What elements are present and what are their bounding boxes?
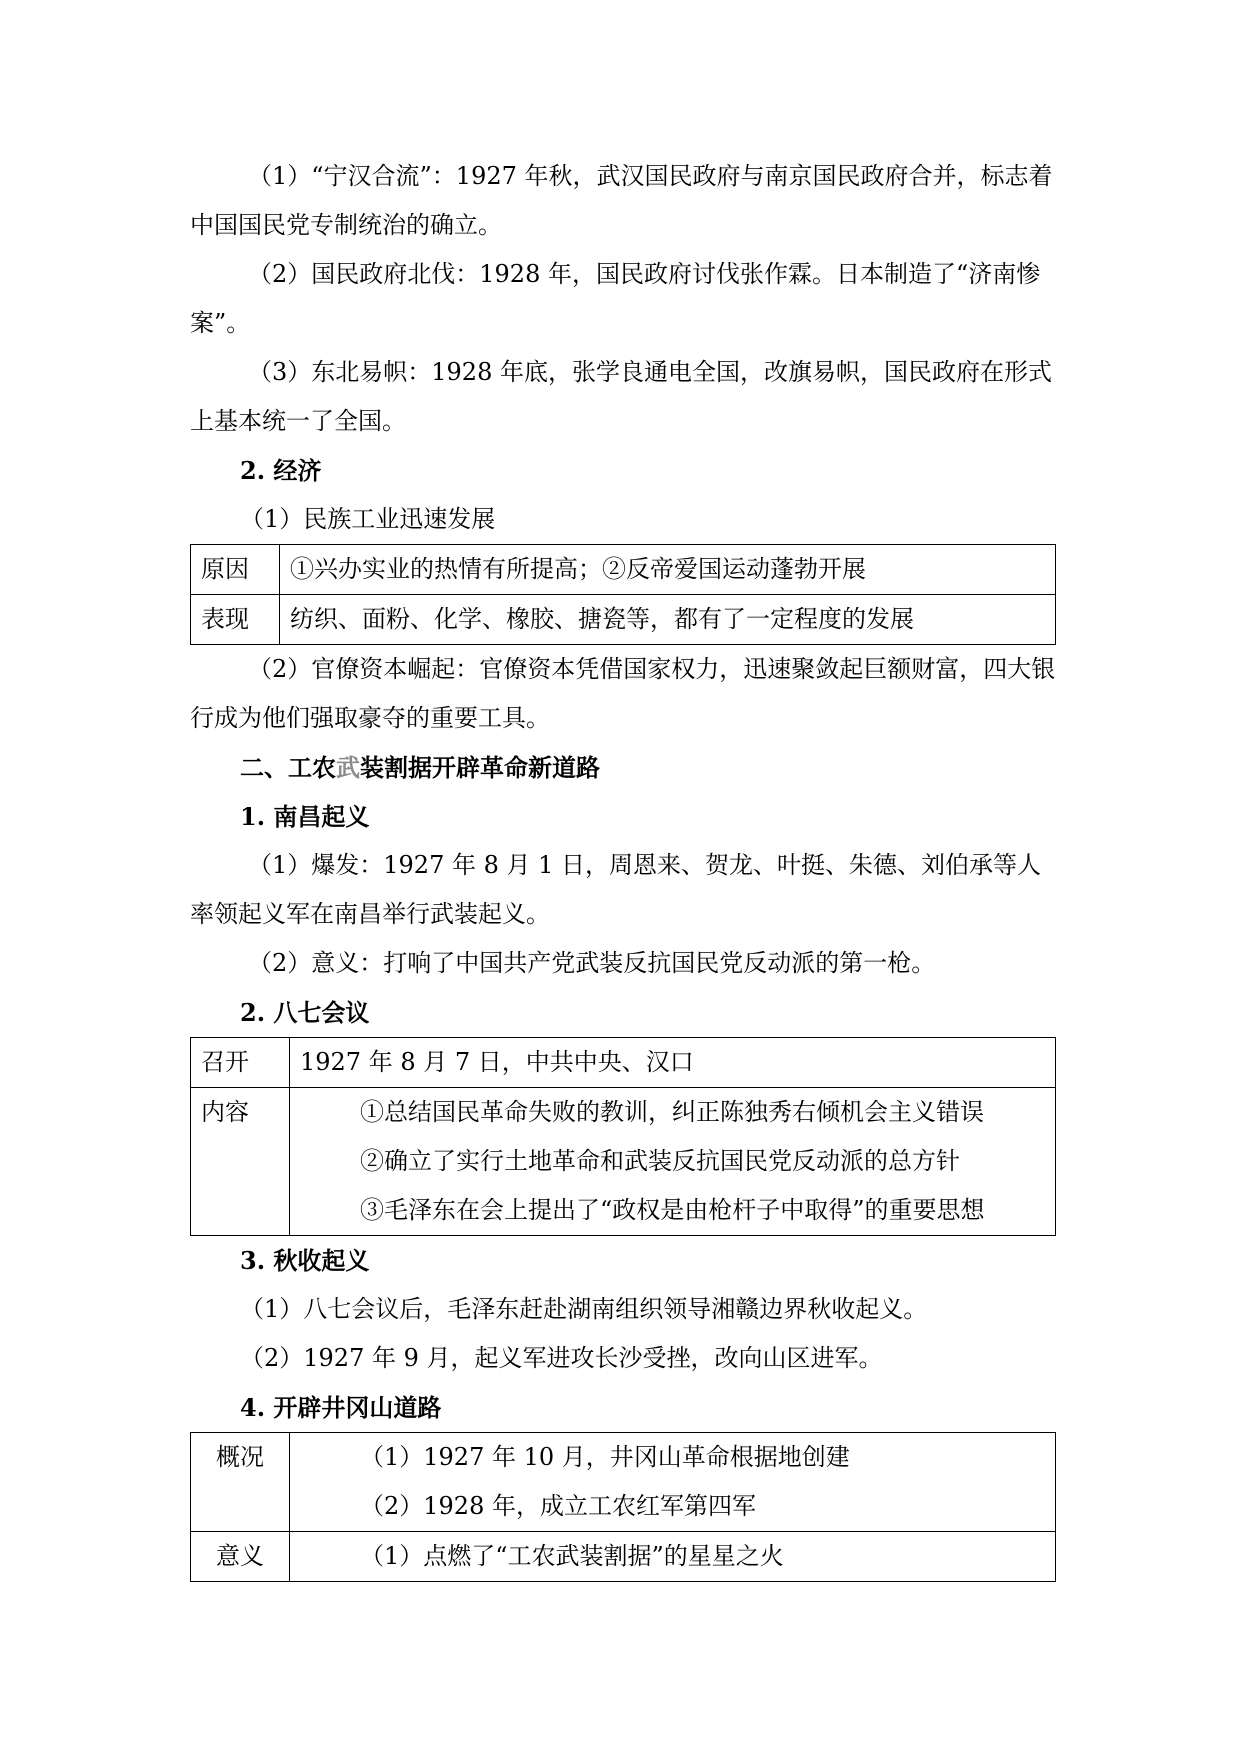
table-row bbox=[191, 1433, 1056, 1532]
politics-item-3: （3）东北易帜：1928 年底，张学良通电全国，改旗易帜，国民政府在形式上基本统一了全国。 bbox=[190, 358, 1052, 435]
table-cell-label: 内容 bbox=[191, 1088, 290, 1236]
list-item: ①总结国民革命失败的教训，纠正陈独秀右倾机会主义错误 bbox=[360, 1098, 984, 1126]
list-item: （1）1927 年 10 月，井冈山革命根据地创建 bbox=[360, 1443, 850, 1471]
table-cell-label: 表现 bbox=[191, 595, 280, 645]
table-cell-value: ①兴办实业的热情有所提高；②反帝爱国运动蓬勃开展 bbox=[280, 545, 1056, 595]
list-item: （2）1928 年，成立工农红军第四军 bbox=[360, 1492, 756, 1520]
table-row bbox=[191, 545, 1056, 595]
table-cell-value: 1927 年 8 月 7 日，中共中央、汉口 bbox=[290, 1038, 1056, 1088]
autumn-item-1: （1）八七会议后，毛泽东赶赴湖南组织领导湘赣边界秋收起义。 bbox=[240, 1295, 928, 1323]
economy-sub-1: （1）民族工业迅速发展 bbox=[240, 505, 496, 533]
table-row bbox=[191, 1532, 1056, 1582]
august7-table bbox=[190, 1037, 1056, 1236]
economy-item-2: （2）官僚资本崛起：官僚资本凭借国家权力，迅速聚敛起巨额财富，四大银行成为他们强取豪夺的重要工具。 bbox=[190, 655, 1056, 732]
section2-heading-mark: 武 bbox=[336, 753, 360, 782]
list-item: ③毛泽东在会上提出了“政权是由枪杆子中取得”的重要思想 bbox=[360, 1196, 985, 1224]
nanchang-item-1: （1）爆发：1927 年 8 月 1 日，周恩来、贺龙、叶挺、朱德、刘伯承等人率领起义军在南昌举行武装起义。 bbox=[190, 851, 1042, 928]
section2-heading-part-b: 装割据开辟革命新道路 bbox=[360, 753, 600, 782]
nanchang-heading: 1. 南昌起义 bbox=[240, 802, 370, 831]
autumn-heading: 3. 秋收起义 bbox=[240, 1246, 370, 1275]
jinggang-heading: 4. 开辟井冈山道路 bbox=[240, 1393, 442, 1422]
list-item: （1）点燃了“工农武装割据”的星星之火 bbox=[360, 1542, 784, 1570]
nanchang-item-2: （2）意义：打响了中国共产党武装反抗国民党反动派的第一枪。 bbox=[248, 949, 936, 977]
table-row bbox=[191, 595, 1056, 645]
politics-item-2: （2）国民政府北伐：1928 年，国民政府讨伐张作霖。日本制造了“济南惨案”。 bbox=[190, 260, 1041, 337]
document-content bbox=[190, 152, 1056, 1582]
table-cell-label: 概况 bbox=[191, 1433, 290, 1532]
economy-heading: 2. 经济 bbox=[240, 456, 322, 485]
table-cell-label: 召开 bbox=[191, 1038, 290, 1088]
economy-table bbox=[190, 544, 1056, 645]
autumn-item-2: （2）1927 年 9 月，起义军进攻长沙受挫，改向山区进军。 bbox=[240, 1344, 883, 1372]
table-cell-label: 原因 bbox=[191, 545, 280, 595]
table-cell-value bbox=[290, 1532, 1056, 1582]
section2-heading bbox=[240, 743, 1056, 792]
table-cell-label: 意义 bbox=[191, 1532, 290, 1582]
table-cell-value bbox=[290, 1433, 1056, 1532]
list-item: ②确立了实行土地革命和武装反抗国民党反动派的总方针 bbox=[360, 1147, 960, 1175]
table-cell-value bbox=[290, 1088, 1056, 1236]
jinggang-table bbox=[190, 1432, 1056, 1582]
table-cell-value: 纺织、面粉、化学、橡胶、搪瓷等，都有了一定程度的发展 bbox=[280, 595, 1056, 645]
politics-item-1: （1）“宁汉合流”：1927 年秋，武汉国民政府与南京国民政府合并，标志着中国国民党专制统治的确立。 bbox=[190, 162, 1053, 239]
table-row bbox=[191, 1088, 1056, 1236]
section2-heading-part-a: 二、工农 bbox=[240, 753, 336, 782]
august7-heading: 2. 八七会议 bbox=[240, 998, 370, 1027]
table-row bbox=[191, 1038, 1056, 1088]
